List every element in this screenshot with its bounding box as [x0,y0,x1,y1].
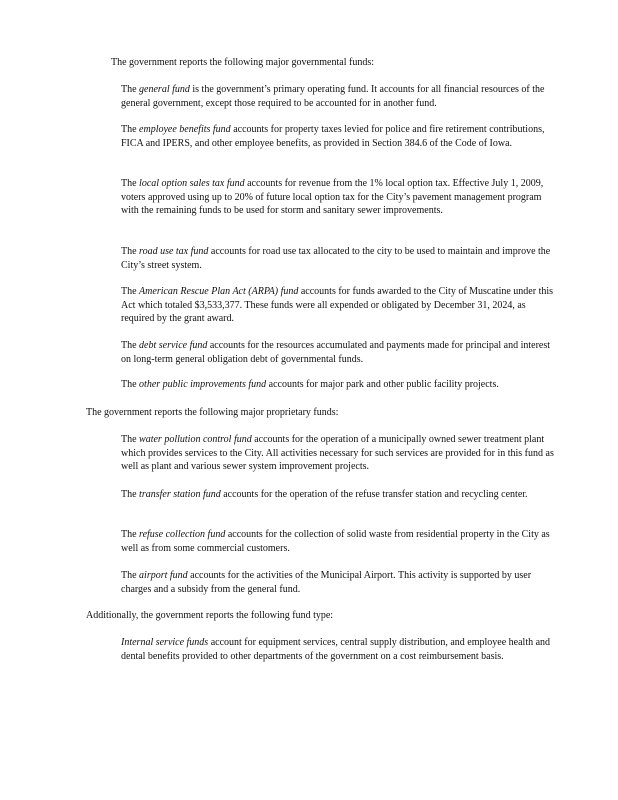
fund-paragraph-road-use-tax: The road use tax fund accounts for road use tax allocated to the city to be used to maintain and improve the City’s street system. [121,246,551,271]
fund-name: other public improvements fund [139,379,267,390]
fund-name: local option sales tax fund [139,178,245,189]
proprietary-intro: The government reports the following major proprietary funds: [86,407,339,418]
additional-intro: Additionally, the government reports the following fund type: [86,610,334,621]
fund-name: road use tax fund [139,246,209,257]
fund-paragraph-other-public-improvements: The other public improvements fund accounts for major park and other public facility projects. [121,379,499,390]
fund-name: debt service fund [139,340,208,351]
fund-paragraph-local-option-sales-tax: The local option sales tax fund accounts for revenue from the 1% local option tax. Effective July 1, 2009, voters approved using up to 20% of future local option tax for the City’s pavement management program with the remaining funds to be used for storm and sanitary sewer improvements. [121,178,544,217]
fund-name: Internal service funds [121,637,209,648]
fund-name: general fund [139,84,190,95]
fund-paragraph-refuse-collection: The refuse collection fund accounts for the collection of solid waste from residential property in the City as well as from some commercial customers. [121,529,550,554]
fund-paragraph-arpa: The American Rescue Plan Act (ARPA) fund accounts for funds awarded to the City of Muscatine under this Act which totaled $3,533,377. These funds were all expended or obligated by December 31, 2024, as required by the grant award. [121,286,554,325]
fund-paragraph-water-pollution-control: The water pollution control fund accounts for the operation of a municipally owned sewer treatment plant which provides services to the City. All activities necessary for such services are provided for in this fund as well as plant and various sewer system improvement projects. [121,434,554,473]
fund-name: American Rescue Plan Act (ARPA) fund [139,286,299,297]
fund-name: transfer station fund [139,489,221,500]
fund-paragraph-transfer-station: The transfer station fund accounts for the operation of the refuse transfer station and recycling center. [121,489,528,500]
fund-name: employee benefits fund [139,124,231,135]
governmental-intro: The government reports the following major governmental funds: [111,57,374,68]
fund-name: refuse collection fund [139,529,226,540]
fund-paragraph-internal-service: Internal service funds account for equipment services, central supply distribution, and employee health and dental benefits provided to other departments of the government on a cost reimbursement basis. [121,637,551,662]
fund-paragraph-debt-service: The debt service fund accounts for the resources accumulated and payments made for principal and interest on long-term general obligation debt of governmental funds. [121,340,551,365]
fund-paragraph-general: The general fund is the government’s primary operating fund. It accounts for all financial resources of the general government, except those required to be accounted for in another fund. [121,84,545,109]
fund-paragraph-employee-benefits: The employee benefits fund accounts for property taxes levied for police and fire retirement contributions, FICA and IPERS, and other employee benefits, as provided in Section 384.6 of the Code of Iowa. [121,124,545,149]
fund-name: water pollution control fund [139,434,252,445]
fund-paragraph-airport: The airport fund accounts for the activities of the Municipal Airport. This activity is supported by user charges and a subsidy from the general fund. [121,570,532,595]
fund-name: airport fund [139,570,188,581]
